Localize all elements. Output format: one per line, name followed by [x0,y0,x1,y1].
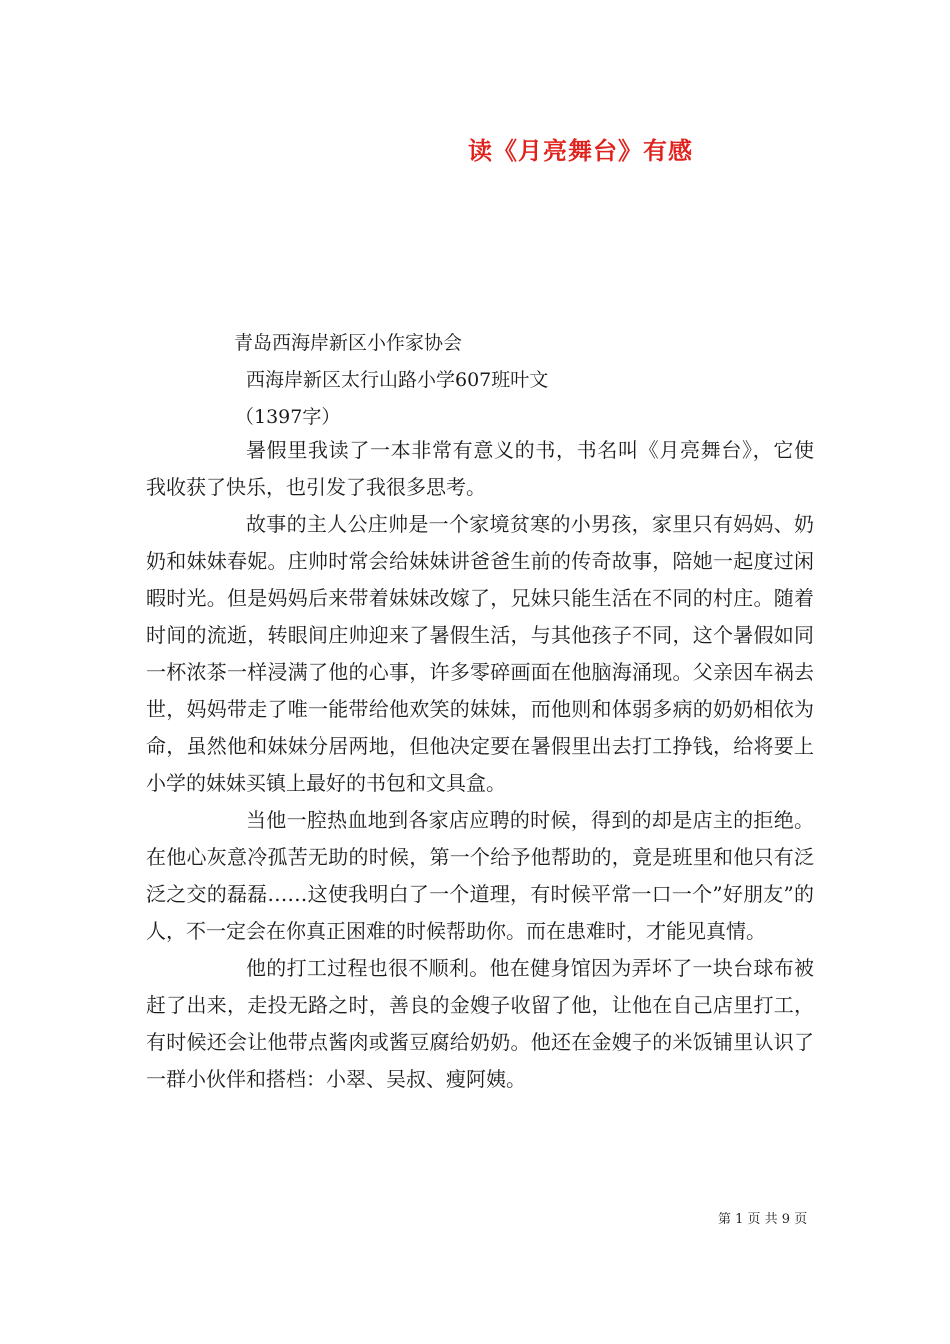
paragraph-1: 暑假里我读了一本非常有意义的书，书名叫《月亮舞台》，它使我收获了快乐，也引发了我很多思考。 [146,438,814,499]
document-title: 读《月亮舞台》有感 [468,136,693,165]
author-line: 西海岸新区太行山路小学607班叶文 [246,369,549,391]
page-footer: 第 1 页 共 9 页 [718,1212,808,1227]
paragraph-2: 故事的主人公庄帅是一个家境贫寒的小男孩，家里只有妈妈、奶奶和妹妹春妮。庄帅时常会给妹妹讲爸爸生前的传奇故事，陪她一起度过闲暇时光。但是妈妈后来带着妹妹改嫁了，兄妹只能生活在不同的村庄。随着时间的流逝，转眼间庄帅迎来了暑假生活，与其他孩子不同，这个暑假如同一杯浓茶一样浸满了他的心事，许多零碎画面在他脑海涌现。父亲因车祸去世，妈妈带走了唯一能带给他欢笑的妹妹，而他则和体弱多病的奶奶相依为命，虽然他和妹妹分居两地，但他决定要在暑假里出去打工挣钱，给将要上小学的妹妹买镇上最好的书包和文具盒。 [146,512,814,795]
paragraph-3: 当他一腔热血地到各家店应聘的时候，得到的却是店主的拒绝。在他心灰意冷孤苦无助的时候，第一个给予他帮助的，竟是班里和他只有泛泛之交的磊磊……这使我明白了一个道理，有时候平常一口一个”好朋友”的人，不一定会在你真正困难的时候帮助你。而在患难时，才能见真情。 [146,808,814,943]
article-body [146,432,814,1098]
paragraph-4: 他的打工过程也很不顺利。他在健身馆因为弄坏了一块台球布被赶了出来，走投无路之时，善良的金嫂子收留了他，让他在自己店里打工，有时候还会让他带点酱肉或酱豆腐给奶奶。他还在金嫂子的米饭铺里认识了一群小伙伴和搭档：小翠、吴叔、瘦阿姨。 [146,956,814,1091]
word-count: （1397字） [235,406,341,428]
organization-line: 青岛西海岸新区小作家协会 [234,332,463,354]
